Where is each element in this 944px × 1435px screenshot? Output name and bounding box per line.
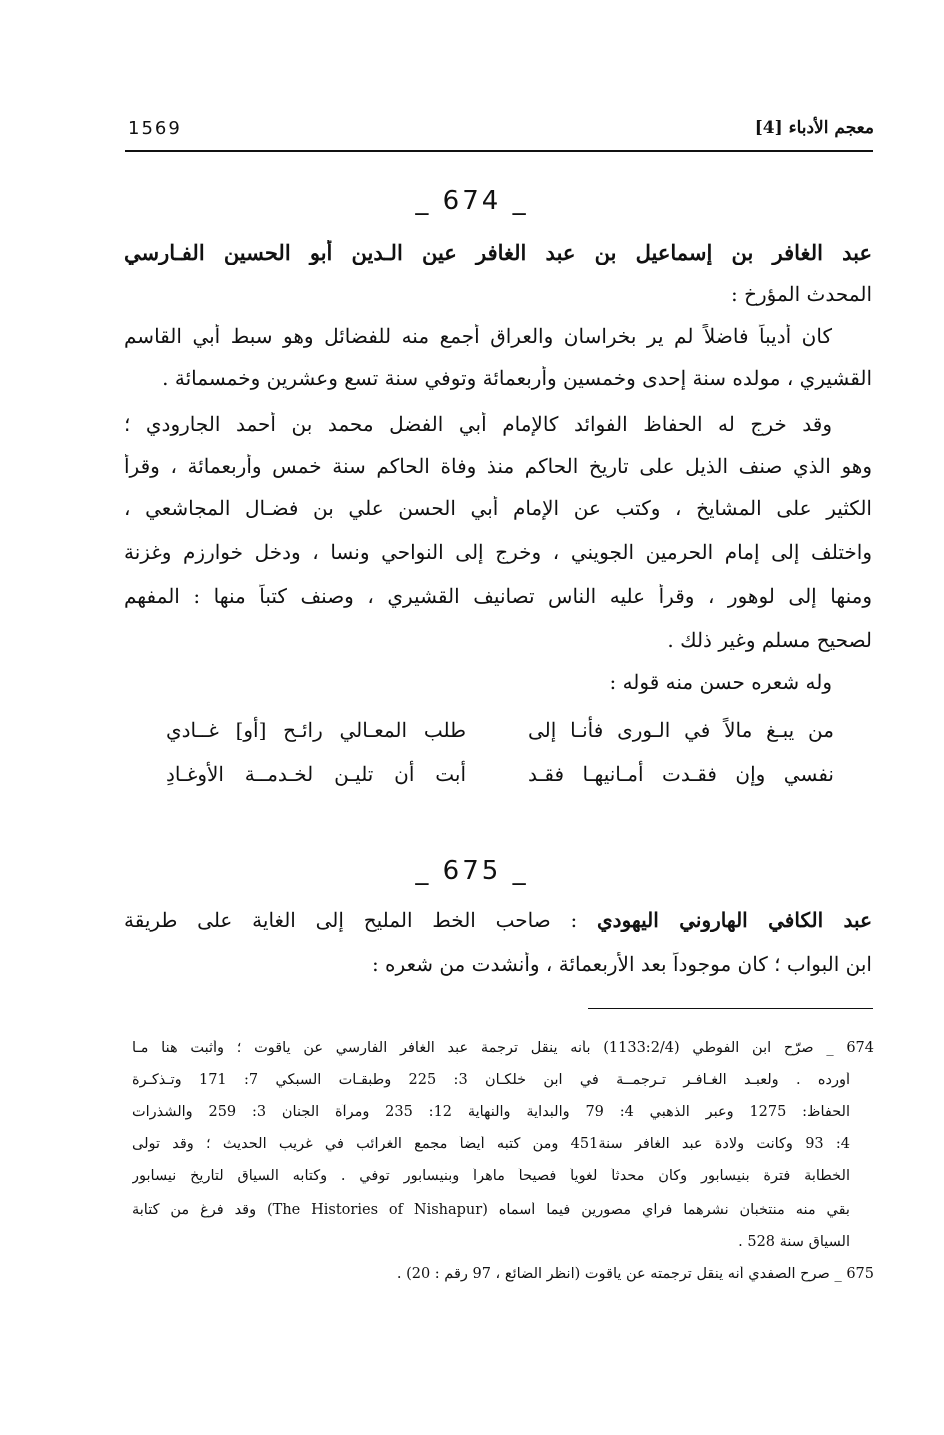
entry-674-heading-line-2: المحدث المؤرخ : [730, 282, 872, 306]
entry-674-text-line: كان أديباً فاضلاً لم ير بخراسان والعراق أجمع منه للفضائل وهو سبط أبي القاسم [124, 324, 832, 348]
entry-675-text-line-1: عبد الكافي الهاروني اليهودي : صاحب الخط المليح إلى الغاية على طريقة [124, 908, 872, 932]
poem-verse-2-first-hemistich: نفسي وإن فقـدت أمـانيهـا فقـد [528, 762, 834, 786]
footnote-674-line: 4: 93 وكانت ولادة عبد الغافر سنة451 ومن كتبه أيضاً مجمع الغرائب في غريب الحديث ؛ وقد تولى [132, 1136, 850, 1152]
entry-674-text-line: لصحيح مسلم وغير ذلك . [667, 628, 872, 652]
running-header-title: معجم الأدباء [4] [754, 118, 874, 138]
footnote-675: 675 _ صرح الصفدي أنه ينقل ترجمته عن ياقوت (انظر الضائع ، 97 رقم : 20) . [396, 1266, 874, 1282]
page-number: 1569 [128, 118, 182, 139]
poem-verse-1-first-hemistich: من يبـغ مالاً في الـورى فأنـا إلى [528, 718, 834, 742]
footnote-674-line: 674 _ صرّح ابن الفوطي (1133:2/4) بأنه ينقل ترجمة عبد الغافر الفارسي عن ياقوت ؛ وأثبت هنا مـا [132, 1040, 874, 1056]
footnote-674-line: بقي منه منتخبان نشرهما فراي مصورين فيما أسماه (The Histories of Nishapur) وقد فرغ من كتابة [132, 1202, 850, 1218]
entry-674-text-line: القشيري ، مولده سنة إحدى وخمسين وأربعمائة وتوفي سنة تسع وعشرين وخمسمائة . [162, 366, 872, 390]
entry-674-text-line: ومنها إلى لوهور ، وقرأ عليه الناس تصانيف القشيري ، وصنف كتباً منها : المفهم [124, 584, 872, 608]
footnote-rule [588, 1008, 873, 1009]
entry-675-text-line-2: ابن البواب ؛ كان موجوداً بعد الأربعمائة ، وأنشدت من شعره : [371, 952, 872, 976]
footnote-674-line: أورده . ولعبـد الغـافـر تـرجمــة في ابن خلكـان 3: 225 وطبقـات السبكي 7: 171 وتـذكـرة [132, 1072, 851, 1088]
poem-verse-1-second-hemistich: طلب المعـالي رائـح [أو] غــادي [166, 718, 466, 742]
entry-674-poem-intro: وله شعره حسن منه قوله : [609, 670, 832, 694]
entry-674-text-line: واختلف إلى إمام الحرمين الجويني ، وخرج إلى النواحي ونسا ، ودخل خوارزم وغزنة [124, 540, 872, 564]
poem-verse-2-second-hemistich: أبت أن تليـن لخـدمــة الأوغـادِ [166, 762, 466, 786]
entry-number-674: _ 674 _ [415, 186, 529, 216]
entry-675-name: عبد الكافي الهاروني اليهودي [597, 908, 872, 932]
entry-674-text-line: الكثير على المشايخ ، وكتب عن الإمام أبي الحسن علي بن فضـال المجاشعي ، [124, 496, 872, 520]
entry-674-text-line: وقد خرج له الحفاظ الفوائد كالإمام أبي الفضل محمد بن أحمد الجارودي ؛ [124, 412, 832, 436]
entry-674-heading-line-1: عبد الغافر بن إسماعيل بن عبد الغافر عين الـدين أبو الحسين الفـارسي [124, 240, 872, 265]
footnote-674-line: الحفاظ: 1275 وعبر الذهبي 4: 79 والبداية والنهاية 12: 235 ومرآة الجنان 3: 259 والشذرات [132, 1104, 851, 1120]
header-rule [125, 150, 873, 152]
footnote-674-line: الخطابة فترة بنيسابور وكان محدثاً لغوياً فصيحاً ماهراً وبنيسابور توفي . وكتابه السياق لتاريخ نيسابور [132, 1168, 850, 1184]
entry-number-675: _ 675 _ [415, 856, 529, 886]
entry-674-text-line: وهو الذي صنف الذيل على تاريخ الحاكم منذ وفاة الحاكم سنة خمس وأربعمائة ، وقرأ [124, 454, 872, 478]
footnote-674-line: السياق سنة 528 . [738, 1234, 850, 1250]
